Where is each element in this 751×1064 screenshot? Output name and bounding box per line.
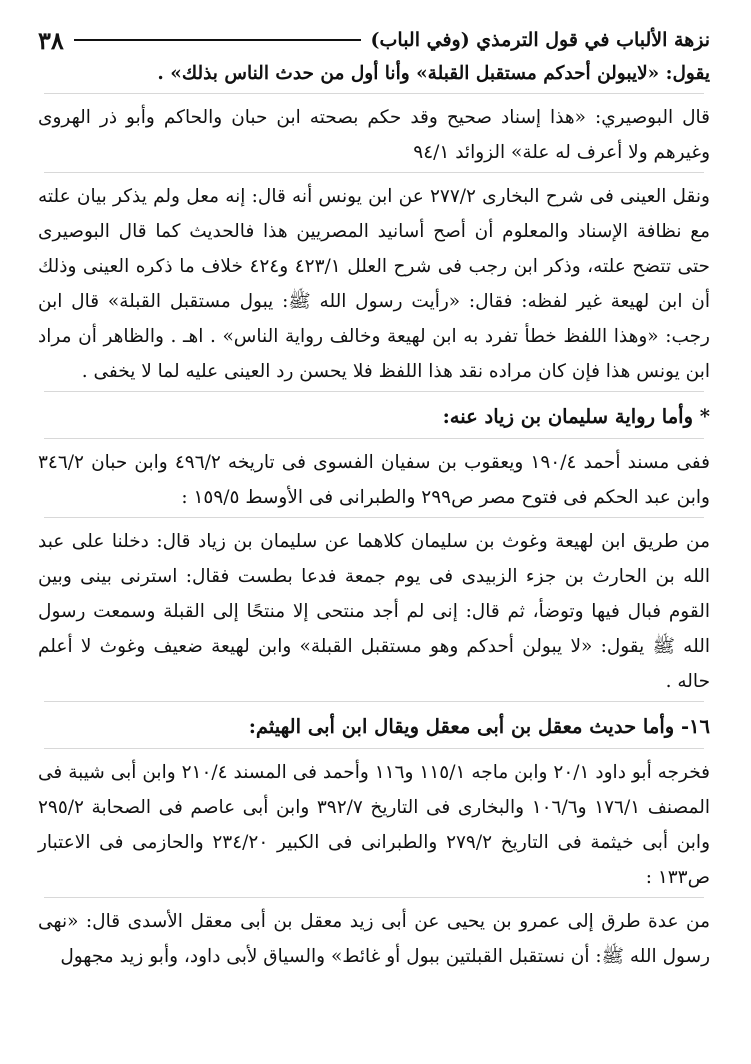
paragraph-abu-zayd: من عدة طرق إلى عمرو بن يحيى عن أبى زيد معقل بن أبى معقل الأسدى قال: «نهى رسول الله ﷺ: أن نستقبل القبلتين ببول أو غائط» والسياق لأبى داود، وأبو زيد مجهول <box>38 911 710 967</box>
paragraph-busiri: قال البوصيري: «هذا إسناد صحيح وقد حكم بصحته ابن حبان والحاكم وأبو ذر الهروى وغيرهم ولا أعرف له علة» الزوائد ٩٤/١ <box>38 107 710 163</box>
section-intro <box>38 56 710 91</box>
running-title: نزهة الألباب في قول الترمذي (وفي الباب) <box>370 29 710 51</box>
divider <box>44 172 704 173</box>
section-aini <box>38 179 710 389</box>
divider <box>44 517 704 518</box>
section-takhrij <box>38 755 710 895</box>
header-rule <box>74 39 361 41</box>
divider <box>44 748 704 749</box>
divider <box>44 701 704 702</box>
divider <box>44 438 704 439</box>
document-page <box>38 24 710 974</box>
divider <box>44 897 704 898</box>
heading-maqil: ١٦- وأما حديث معقل بن أبى معقل ويقال ابن أبى الهيثم: <box>248 715 710 738</box>
paragraph-quote: يقول: «لايبولن أحدكم مستقبل القبلة» وأنا أول من حدث الناس بذلك» . <box>157 63 710 84</box>
paragraph-musnad: ففى مسند أحمد ١٩٠/٤ ويعقوب بن سفيان الفسوى فى تاريخه ٤٩٦/٢ وابن حبان ٣٤٦/٢ وابن عبد الحكم فى فتوح مصر ص٢٩٩ والطبرانى فى الأوسط ١٥٩/٥ : <box>38 452 710 508</box>
section-ibn-lahia <box>38 524 710 699</box>
page-number: ٣٨ <box>38 25 64 55</box>
paragraph-ibn-lahia: من طريق ابن لهيعة وغوث بن سليمان كلاهما عن سليمان بن زياد قال: دخلنا على عبد الله بن الحارث بن جزء الزبيدى فى يوم جمعة فدعا بطست فقال: استرنى بينى وبين القوم فبال فيها وتوضأ، ثم قال: إنى لم أجد منتحى إلا منتحًا إلى القبلة وسمعت رسول الله ﷺ يقول: «لا يبولن أحدكم وهو مستقبل القبلة» وابن لهيعة ضعيف وغوث لا أعلم حاله . <box>38 531 710 692</box>
paragraph-aini: ونقل العينى فى شرح البخارى ٢٧٧/٢ عن ابن يونس أنه قال: إنه معل ولم يذكر بيان علته مع نظافة الإسناد والمعلوم أن أصح أسانيد المصريين هذا فالحديث كما قال البوصيرى حتى تتضح علته، وذكر ابن رجب فى شرح العلل ٤٢٣/١ و٤٢٤ خلاف ما ذكره العينى وذلك أن ابن لهيعة غير لفظه: فقال: «رأيت رسول الله ﷺ: يبول مستقبل القبلة» قال ابن رجب: «وهذا اللفظ خطأ تفرد به ابن لهيعة وخالف رواية الناس» . اهـ . والظاهر أن مراد ابن يونس هذا فإن كان مراده نقد هذا اللفظ فلا يحسن رد العينى عليه لما لا يخفى . <box>38 186 710 382</box>
divider <box>44 93 704 94</box>
section-busiri <box>38 100 710 170</box>
paragraph-takhrij: فخرجه أبو داود ٢٠/١ وابن ماجه ١١٥/١ و١١٦ وأحمد فى المسند ٢١٠/٤ وابن أبى شيبة فى المصنف ١٧٦/١ و١٠٦/٦ والبخارى فى التاريخ ٣٩٢/٧ وابن أبى عاصم فى الصحابة ٢٩٥/٢ وابن أبى خيثمة فى التاريخ ٢٧٩/٢ والطبرانى فى الكبير ٢٣٤/٢٠ والحازمى فى الاعتبار ص١٣٣ : <box>38 762 711 888</box>
section-abu-zayd <box>38 904 710 974</box>
section-heading-maqil <box>38 708 710 746</box>
page-header <box>38 24 710 56</box>
divider <box>44 391 704 392</box>
section-heading-sulayman <box>38 398 710 436</box>
heading-sulayman: * وأما رواية سليمان بن زياد عنه: <box>442 405 710 428</box>
section-musnad <box>38 445 710 515</box>
